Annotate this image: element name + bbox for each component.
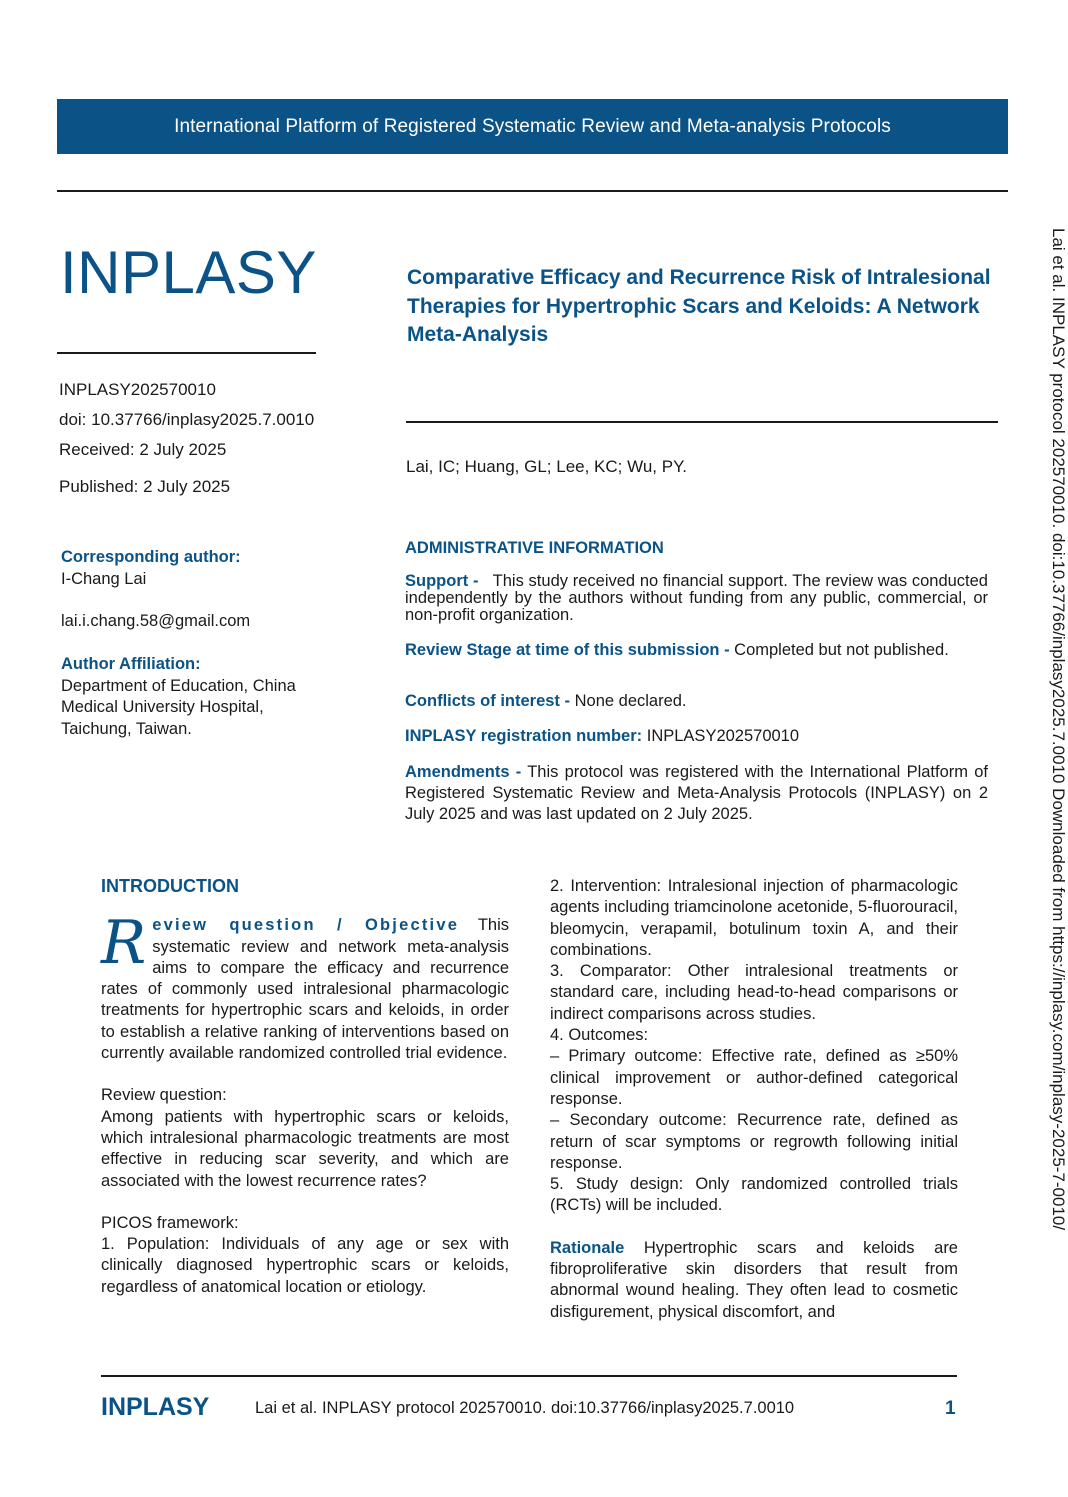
affiliation-text: Department of Education, China Medical University Hospital, Taichung, Taiwan.: [61, 676, 296, 738]
stage-text: Completed but not published.: [734, 641, 949, 659]
support-label: Support -: [405, 572, 479, 590]
download-watermark: Lai et al. INPLASY protocol 202570010. doi:10.37766/inplasy2025.7.0010 Downloaded from https://inplasy.com/inplasy-2025-7-0010/: [1049, 228, 1068, 1231]
support-section: [405, 573, 988, 624]
published-date: Published: 2 July 2025: [59, 477, 231, 496]
affiliation-block: [61, 654, 331, 740]
corresponding-author-name: I-Chang Lai: [61, 569, 147, 588]
registration-number-section: [405, 728, 988, 745]
registration-id: INPLASY202570010: [59, 380, 216, 399]
intro-left-column: [101, 876, 509, 1298]
primary-outcome: – Primary outcome: Effective rate, defined as ≥50% clinical improvement or author-defined categorical response.: [550, 1047, 958, 1108]
footer-divider: [101, 1375, 957, 1377]
picos-population: 1. Population: Individuals of any age or sex with clinically diagnosed hypertrophic scars or keloids, regardless of anatomical location or etiology.: [101, 1235, 509, 1296]
review-question-label: Review question:: [101, 1086, 227, 1105]
intro-right-column: [550, 876, 958, 1323]
picos-intervention: 2. Intervention: Intralesional injection of pharmacologic agents including triamcinolone acetonide, 5-fluorouracil, bleomycin, verapamil, botulinum toxin A, and their combinations.: [550, 877, 958, 959]
amendments-section: [405, 762, 988, 825]
objective-text: This systematic review and network meta-analysis aims to compare the efficacy and recurrence rates of commonly used intralesional pharmacologic treatments for hypertrophic scars and keloids, in order to establish a relative ranking of interventions based on currently available randomized controlled trial evidence.: [101, 916, 509, 1063]
picos-comparator: 3. Comparator: Other intralesional treatments or standard care, including head-to-head comparisons or indirect comparisons across studies.: [550, 962, 958, 1023]
conflicts-label: Conflicts of interest -: [405, 692, 571, 710]
corresponding-author-block: [61, 547, 331, 590]
footer-logo: INPLASY: [101, 1393, 210, 1421]
review-stage-section: [405, 642, 988, 659]
amendments-label: Amendments -: [405, 763, 522, 781]
registration-label: INPLASY registration number:: [405, 727, 643, 745]
platform-banner: [57, 99, 1008, 154]
drop-cap: R: [101, 908, 147, 979]
registration-number: INPLASY202570010: [646, 727, 800, 745]
support-text: This study received no financial support. The review was conducted independently by the authors without funding from any public, commercial, or non-profit organization.: [405, 572, 988, 624]
objective-label: eview question / Objective: [152, 916, 460, 935]
header-divider: [57, 190, 1008, 192]
page-number: 1: [945, 1398, 956, 1419]
banner-text: International Platform of Registered Systematic Review and Meta-analysis Protocols: [174, 115, 891, 137]
corresponding-author-label: Corresponding author:: [61, 548, 241, 566]
paper-title: Comparative Efficacy and Recurrence Risk of Intralesional Therapies for Hypertrophic Scars and Keloids: A Network Meta-Analysis: [407, 266, 991, 346]
rationale-text: Hypertrophic scars and keloids are fibroproliferative skin disorders that result from abnormal wound healing. They often lead to cosmetic disfigurement, physical discomfort, and: [550, 1238, 958, 1321]
inplasy-logo: INPLASY: [60, 239, 317, 306]
admin-heading: ADMINISTRATIVE INFORMATION: [405, 539, 664, 557]
conflicts-text: None declared.: [574, 692, 687, 710]
conflicts-section: [405, 693, 988, 710]
doi-link[interactable]: doi: 10.37766/inplasy2025.7.0010: [59, 410, 315, 429]
picos-label: PICOS framework:: [101, 1213, 239, 1232]
picos-outcomes: 4. Outcomes:: [550, 1026, 649, 1045]
study-design: 5. Study design: Only randomized controlled trials (RCTs) will be included.: [550, 1175, 958, 1215]
footer-citation: Lai et al. INPLASY protocol 202570010. doi:10.37766/inplasy2025.7.0010: [255, 1399, 795, 1417]
logo-underline: [57, 352, 316, 354]
review-question-text: Among patients with hypertrophic scars or keloids, which intralesional pharmacologic treatments are most effective in reducing scar severity, and which are associated with the lowest recurrence rates?: [101, 1107, 509, 1190]
secondary-outcome: – Secondary outcome: Recurrence rate, defined as return of scar symptoms or regrowth following initial response.: [550, 1111, 958, 1172]
author-list: Lai, IC; Huang, GL; Lee, KC; Wu, PY.: [406, 457, 687, 476]
received-date: Received: 2 July 2025: [59, 440, 227, 459]
stage-label: Review Stage at time of this submission -: [405, 641, 730, 659]
intro-heading: INTRODUCTION: [101, 876, 239, 896]
affiliation-label: Author Affiliation:: [61, 655, 201, 673]
administrative-info: [405, 538, 988, 828]
amendments-text: This protocol was registered with the International Platform of Registered Systematic Review and Meta-Analysis Protocols (INPLASY) on 2 July 2025 and was last updated on 2 July 2025.: [405, 763, 989, 823]
rationale-label: Rationale: [550, 1238, 625, 1257]
title-underline: [406, 421, 998, 423]
author-email[interactable]: lai.i.chang.58@gmail.com: [61, 612, 251, 630]
